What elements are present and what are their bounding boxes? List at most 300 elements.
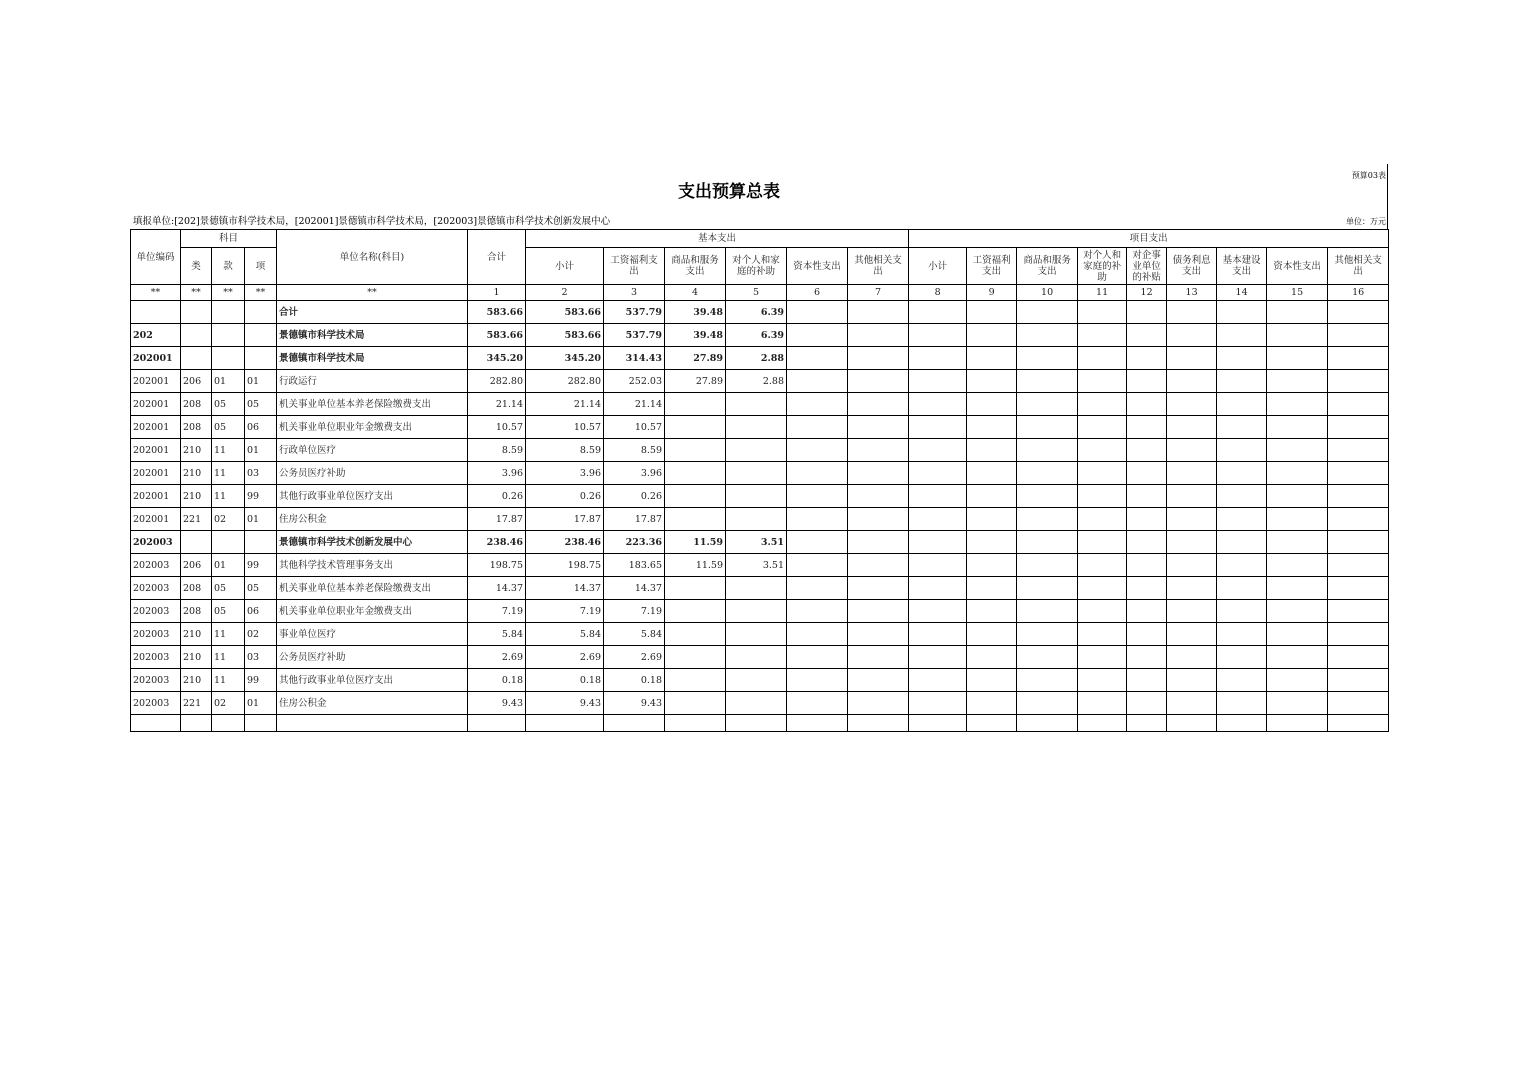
unit-name-cell: 其他行政事业单位医疗支出 (277, 669, 468, 692)
amount-cell: 3.96 (526, 462, 604, 485)
empty-cell (848, 577, 909, 600)
empty-cell (1328, 324, 1389, 347)
amount-cell (665, 669, 726, 692)
table-row (131, 370, 1389, 393)
amount-cell: 238.46 (526, 531, 604, 554)
unit-name-cell: 其他行政事业单位医疗支出 (277, 485, 468, 508)
empty-cell (967, 600, 1017, 623)
table-row (131, 393, 1389, 416)
amount-cell (726, 623, 787, 646)
empty-cell (1217, 462, 1267, 485)
unit-code-cell: 202003 (131, 623, 181, 646)
empty-cell (1267, 508, 1328, 531)
amount-cell: 583.66 (468, 324, 526, 347)
empty-cell (787, 393, 848, 416)
xiang-cell: 02 (245, 623, 277, 646)
amount-cell: 6.39 (726, 324, 787, 347)
amount-cell (665, 600, 726, 623)
column-numbering-row (131, 285, 1389, 301)
amount-cell: 21.14 (526, 393, 604, 416)
kuan-cell: 11 (212, 646, 245, 669)
header-project-col: 对企事业单位的补贴 (1127, 248, 1167, 285)
amount-cell: 14.37 (526, 577, 604, 600)
empty-cell (1127, 646, 1167, 669)
empty-cell (787, 692, 848, 715)
lei-cell: 208 (181, 416, 212, 439)
empty-cell (1017, 439, 1078, 462)
amount-cell: 583.66 (526, 324, 604, 347)
amount-cell: 9.43 (468, 692, 526, 715)
empty-cell (1017, 600, 1078, 623)
empty-cell (909, 439, 967, 462)
xiang-cell: 03 (245, 646, 277, 669)
empty-cell (1078, 462, 1127, 485)
empty-cell (1127, 715, 1167, 732)
empty-cell (1017, 347, 1078, 370)
empty-cell (787, 324, 848, 347)
page-title: 支出预算总表 (678, 182, 780, 202)
empty-cell (909, 324, 967, 347)
kuan-cell (212, 301, 245, 324)
col-number: 11 (1078, 285, 1127, 301)
unit-name-cell: 公务员医疗补助 (277, 462, 468, 485)
empty-cell (848, 554, 909, 577)
empty-cell (909, 347, 967, 370)
empty-cell (1078, 554, 1127, 577)
empty-cell (1167, 646, 1217, 669)
table-row (131, 692, 1389, 715)
empty-cell (1017, 324, 1078, 347)
xiang-cell: 99 (245, 554, 277, 577)
empty-cell (1167, 393, 1217, 416)
empty-cell (1267, 393, 1328, 416)
empty-cell (1167, 623, 1217, 646)
header-project-col: 其他相关支出 (1328, 248, 1389, 285)
empty-cell (1267, 370, 1328, 393)
empty-cell (1127, 347, 1167, 370)
amount-cell: 2.69 (468, 646, 526, 669)
empty-cell (1127, 692, 1167, 715)
empty-cell (1328, 347, 1389, 370)
amount-cell (665, 393, 726, 416)
empty-cell (1167, 416, 1217, 439)
table-row (131, 485, 1389, 508)
lei-cell: 210 (181, 439, 212, 462)
empty-cell (967, 347, 1017, 370)
empty-cell (909, 393, 967, 416)
empty-cell (1078, 508, 1127, 531)
xiang-cell: 06 (245, 600, 277, 623)
empty-cell (967, 370, 1017, 393)
unit-name-cell: 其他科学技术管理事务支出 (277, 554, 468, 577)
unit-name-cell: 景德镇市科学技术局 (277, 324, 468, 347)
empty-cell (1217, 646, 1267, 669)
empty-cell (787, 301, 848, 324)
amount-cell: 8.59 (604, 439, 665, 462)
table-row (131, 577, 1389, 600)
amount-cell: 0.18 (468, 669, 526, 692)
empty-cell (1078, 669, 1127, 692)
amount-cell (726, 393, 787, 416)
amount-cell: 10.57 (604, 416, 665, 439)
empty-cell (726, 715, 787, 732)
empty-cell (787, 669, 848, 692)
amount-cell: 5.84 (526, 623, 604, 646)
col-number: 16 (1328, 285, 1389, 301)
empty-cell (1127, 324, 1167, 347)
empty-cell (848, 301, 909, 324)
empty-cell (1328, 692, 1389, 715)
amount-cell: 282.80 (526, 370, 604, 393)
empty-cell (848, 439, 909, 462)
empty-cell (1328, 715, 1389, 732)
header-project-col: 对个人和家庭的补助 (1078, 248, 1127, 285)
empty-cell (848, 692, 909, 715)
empty-cell (787, 439, 848, 462)
kuan-cell: 05 (212, 577, 245, 600)
empty-cell (848, 600, 909, 623)
empty-cell (1328, 646, 1389, 669)
empty-cell (967, 692, 1017, 715)
empty-cell (1328, 531, 1389, 554)
amount-cell: 39.48 (665, 301, 726, 324)
xiang-cell: 99 (245, 669, 277, 692)
xiang-cell: 03 (245, 462, 277, 485)
amount-cell: 0.26 (468, 485, 526, 508)
empty-cell (1267, 623, 1328, 646)
table-row (131, 508, 1389, 531)
empty-cell (1267, 577, 1328, 600)
amount-cell: 8.59 (526, 439, 604, 462)
xiang-cell: 01 (245, 370, 277, 393)
empty-cell (967, 462, 1017, 485)
empty-cell (787, 462, 848, 485)
col-number: 6 (787, 285, 848, 301)
empty-cell (1167, 508, 1217, 531)
amount-cell: 238.46 (468, 531, 526, 554)
amount-cell: 9.43 (604, 692, 665, 715)
unit-code-cell: 202001 (131, 485, 181, 508)
empty-cell (1328, 301, 1389, 324)
amount-cell (665, 646, 726, 669)
amount-cell (665, 462, 726, 485)
empty-cell (909, 577, 967, 600)
amount-cell: 345.20 (468, 347, 526, 370)
table-row (131, 554, 1389, 577)
table-row (131, 462, 1389, 485)
col-number: ** (131, 285, 181, 301)
empty-cell (1017, 301, 1078, 324)
amount-cell: 3.96 (468, 462, 526, 485)
xiang-cell (245, 347, 277, 370)
empty-cell (787, 554, 848, 577)
empty-cell (848, 669, 909, 692)
amount-cell: 537.79 (604, 301, 665, 324)
empty-cell (1267, 554, 1328, 577)
amount-cell: 27.89 (665, 347, 726, 370)
amount-cell (726, 669, 787, 692)
empty-cell (848, 531, 909, 554)
header-project-col: 资本性支出 (1267, 248, 1328, 285)
lei-cell (181, 301, 212, 324)
empty-cell (1217, 600, 1267, 623)
amount-cell: 27.89 (665, 370, 726, 393)
empty-cell (604, 715, 665, 732)
header-project-col: 商品和服务支出 (1017, 248, 1078, 285)
kuan-cell: 11 (212, 669, 245, 692)
lei-cell: 210 (181, 623, 212, 646)
empty-cell (909, 485, 967, 508)
amount-cell: 21.14 (468, 393, 526, 416)
unit-code-cell (131, 301, 181, 324)
unit-code-cell: 202003 (131, 600, 181, 623)
empty-cell (1167, 370, 1217, 393)
unit-code-cell: 202001 (131, 393, 181, 416)
col-number: 14 (1217, 285, 1267, 301)
blank-row (131, 715, 1389, 732)
amount-cell: 3.51 (726, 531, 787, 554)
empty-cell (1217, 439, 1267, 462)
empty-cell (787, 577, 848, 600)
empty-cell (909, 462, 967, 485)
unit-code-cell: 202001 (131, 462, 181, 485)
col-number: 15 (1267, 285, 1328, 301)
amount-cell: 11.59 (665, 531, 726, 554)
amount-cell (726, 646, 787, 669)
empty-cell (1078, 577, 1127, 600)
empty-cell (787, 646, 848, 669)
amount-cell (665, 692, 726, 715)
empty-cell (245, 715, 277, 732)
header-subject: 科目 (181, 230, 277, 248)
empty-cell (1167, 324, 1217, 347)
header-basic-col: 资本性支出 (787, 248, 848, 285)
amount-cell: 39.48 (665, 324, 726, 347)
header-total: 合计 (468, 230, 526, 285)
empty-cell (1267, 439, 1328, 462)
amount-cell (665, 416, 726, 439)
amount-cell: 8.59 (468, 439, 526, 462)
empty-cell (909, 370, 967, 393)
empty-cell (1217, 531, 1267, 554)
xiang-cell: 05 (245, 577, 277, 600)
kuan-cell: 11 (212, 623, 245, 646)
form-number: 预算03表 (1351, 171, 1386, 180)
empty-cell (967, 577, 1017, 600)
empty-cell (1167, 715, 1217, 732)
unit-name-cell: 住房公积金 (277, 692, 468, 715)
unit-name-cell: 机关事业单位基本养老保险缴费支出 (277, 577, 468, 600)
kuan-cell (212, 531, 245, 554)
kuan-cell: 11 (212, 462, 245, 485)
amount-cell: 2.69 (604, 646, 665, 669)
empty-cell (1328, 669, 1389, 692)
empty-cell (1017, 370, 1078, 393)
empty-cell (909, 646, 967, 669)
empty-cell (665, 715, 726, 732)
amount-cell: 17.87 (604, 508, 665, 531)
empty-cell (787, 347, 848, 370)
lei-cell: 206 (181, 554, 212, 577)
table-row (131, 600, 1389, 623)
header-basic-expenditure: 基本支出 (526, 230, 909, 248)
xiang-cell (245, 301, 277, 324)
amount-cell: 3.96 (604, 462, 665, 485)
table-row (131, 324, 1389, 347)
empty-cell (181, 715, 212, 732)
amount-cell: 223.36 (604, 531, 665, 554)
amount-cell (665, 623, 726, 646)
unit-code-cell: 202003 (131, 531, 181, 554)
col-number: 13 (1167, 285, 1217, 301)
empty-cell (1267, 600, 1328, 623)
empty-cell (848, 715, 909, 732)
amount-cell: 14.37 (604, 577, 665, 600)
kuan-cell (212, 347, 245, 370)
col-number: 5 (726, 285, 787, 301)
empty-cell (1217, 554, 1267, 577)
empty-cell (1127, 508, 1167, 531)
table-row (131, 669, 1389, 692)
xiang-cell: 01 (245, 508, 277, 531)
unit-name-cell: 住房公积金 (277, 508, 468, 531)
amount-cell: 2.88 (726, 347, 787, 370)
amount-cell (726, 692, 787, 715)
empty-cell (1078, 370, 1127, 393)
kuan-cell: 02 (212, 692, 245, 715)
lei-cell: 208 (181, 600, 212, 623)
kuan-cell: 05 (212, 600, 245, 623)
empty-cell (967, 531, 1017, 554)
amount-cell (726, 600, 787, 623)
xiang-cell (245, 324, 277, 347)
empty-cell (1267, 715, 1328, 732)
unit-code-cell: 202 (131, 324, 181, 347)
lei-cell: 221 (181, 692, 212, 715)
empty-cell (1078, 301, 1127, 324)
kuan-cell: 02 (212, 508, 245, 531)
expenditure-budget-table (130, 229, 1389, 732)
unit-code-cell: 202001 (131, 508, 181, 531)
xiang-cell: 99 (245, 485, 277, 508)
unit-code-cell: 202003 (131, 669, 181, 692)
col-number: 4 (665, 285, 726, 301)
empty-cell (787, 370, 848, 393)
empty-cell (1017, 485, 1078, 508)
empty-cell (1017, 508, 1078, 531)
amount-cell: 2.69 (526, 646, 604, 669)
empty-cell (1078, 485, 1127, 508)
empty-cell (1127, 393, 1167, 416)
empty-cell (787, 485, 848, 508)
lei-cell: 210 (181, 485, 212, 508)
empty-cell (1328, 462, 1389, 485)
unit-name-cell: 合计 (277, 301, 468, 324)
empty-cell (1078, 715, 1127, 732)
header-unit-name: 单位名称(科目) (277, 230, 468, 285)
amount-cell: 3.51 (726, 554, 787, 577)
col-number: 12 (1127, 285, 1167, 301)
unit-name-cell: 机关事业单位基本养老保险缴费支出 (277, 393, 468, 416)
empty-cell (1267, 669, 1328, 692)
amount-cell (726, 485, 787, 508)
empty-cell (909, 600, 967, 623)
amount-cell: 5.84 (468, 623, 526, 646)
amount-cell (665, 439, 726, 462)
empty-cell (1078, 692, 1127, 715)
empty-cell (848, 646, 909, 669)
empty-cell (1127, 462, 1167, 485)
empty-cell (967, 715, 1017, 732)
col-number: ** (181, 285, 212, 301)
empty-cell (1017, 577, 1078, 600)
header-basic-col: 工资福利支出 (604, 248, 665, 285)
empty-cell (1017, 646, 1078, 669)
empty-cell (1328, 439, 1389, 462)
empty-cell (787, 508, 848, 531)
empty-cell (1328, 416, 1389, 439)
amount-cell: 5.84 (604, 623, 665, 646)
empty-cell (1267, 692, 1328, 715)
empty-cell (848, 370, 909, 393)
col-number: 8 (909, 285, 967, 301)
empty-cell (1217, 347, 1267, 370)
empty-cell (1017, 692, 1078, 715)
kuan-cell: 11 (212, 439, 245, 462)
header-project-col: 小计 (909, 248, 967, 285)
empty-cell (848, 416, 909, 439)
empty-cell (1328, 393, 1389, 416)
xiang-cell: 05 (245, 393, 277, 416)
empty-cell (1127, 370, 1167, 393)
empty-cell (1217, 508, 1267, 531)
empty-cell (787, 623, 848, 646)
empty-cell (131, 715, 181, 732)
amount-cell: 583.66 (468, 301, 526, 324)
empty-cell (1328, 485, 1389, 508)
empty-cell (1078, 393, 1127, 416)
empty-cell (909, 531, 967, 554)
empty-cell (1267, 324, 1328, 347)
empty-cell (967, 646, 1017, 669)
amount-unit: 单位：万元 (1346, 217, 1386, 226)
header-project-col: 债务利息支出 (1167, 248, 1217, 285)
col-number: ** (212, 285, 245, 301)
empty-cell (848, 324, 909, 347)
empty-cell (1167, 347, 1217, 370)
empty-cell (1127, 669, 1167, 692)
empty-cell (1217, 623, 1267, 646)
empty-cell (1217, 485, 1267, 508)
amount-cell: 7.19 (526, 600, 604, 623)
empty-cell (1017, 715, 1078, 732)
unit-code-cell: 202003 (131, 554, 181, 577)
lei-cell: 210 (181, 462, 212, 485)
table-row (131, 301, 1389, 324)
empty-cell (1078, 600, 1127, 623)
empty-cell (1127, 600, 1167, 623)
unit-code-cell: 202001 (131, 347, 181, 370)
empty-cell (967, 439, 1017, 462)
empty-cell (967, 623, 1017, 646)
empty-cell (1267, 485, 1328, 508)
empty-cell (909, 715, 967, 732)
empty-cell (1127, 485, 1167, 508)
empty-cell (1328, 623, 1389, 646)
amount-cell: 10.57 (526, 416, 604, 439)
lei-cell: 210 (181, 669, 212, 692)
empty-cell (1217, 393, 1267, 416)
